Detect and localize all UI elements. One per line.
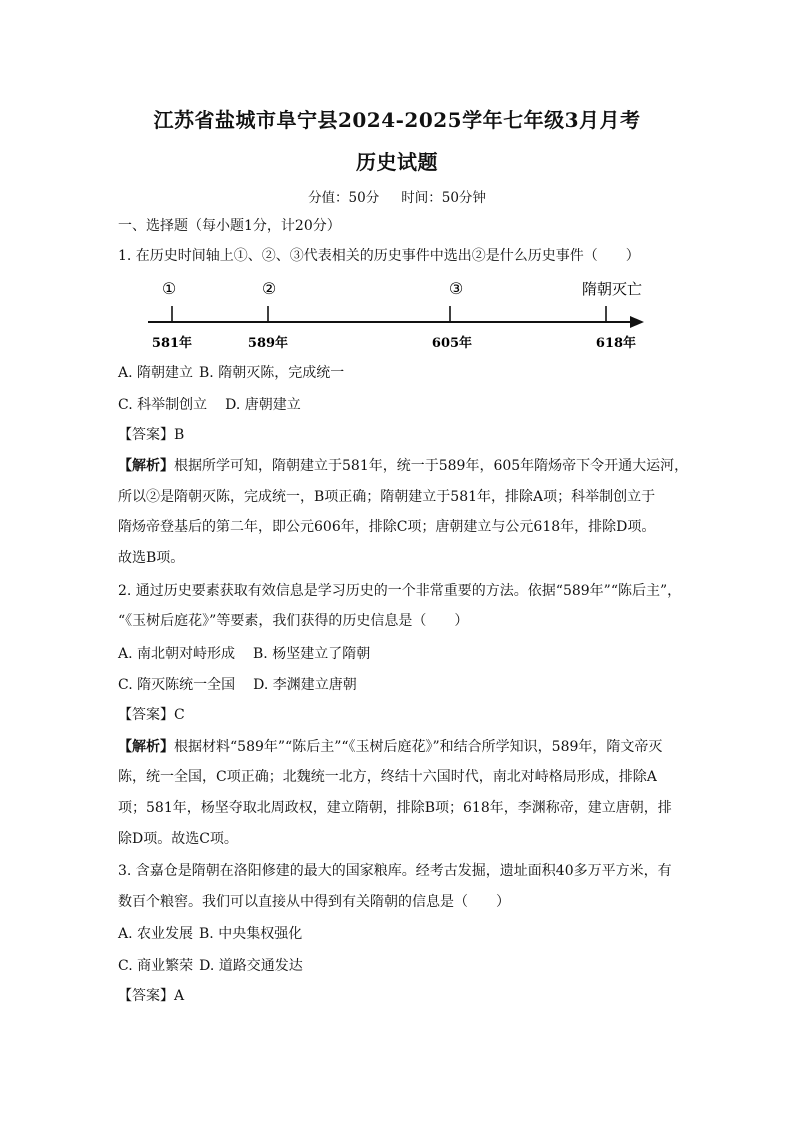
- timeline-year-581: 581年: [151, 336, 193, 351]
- q1-options-row2: [118, 395, 688, 415]
- section-heading: 一、选择题（每小题1分，计20分）: [118, 218, 341, 234]
- timeline-marker-4: 隋朝灭亡: [581, 280, 643, 298]
- q2-answer: 【答案】C: [118, 707, 185, 723]
- q3-options-row2: [118, 956, 688, 976]
- q2-options-row1: [118, 644, 688, 664]
- q1-analysis-line2: 所以②是隋朝灭陈，完成统一，B项正确；隋朝建立于581年，排除A项；科举制创立于: [118, 489, 656, 505]
- q1-option-c: C. 科举制创立: [118, 397, 208, 413]
- q3-option-b: B. 中央集权强化: [199, 926, 303, 942]
- timeline-arrow-icon: [630, 316, 644, 328]
- q2-option-c: C. 隋灭陈统一全国: [118, 677, 236, 693]
- exam-meta: [0, 186, 794, 206]
- timeline-marker-1: ①: [161, 279, 177, 298]
- q2-options-row2: [118, 675, 688, 695]
- q1-analysis-label: 【解析】: [118, 458, 174, 474]
- timeline-year-589: 589年: [247, 336, 289, 351]
- q1-analysis-line3: 隋炀帝登基后的第二年，即公元606年，排除C项；唐朝建立与公元618年，排除D项。: [118, 519, 656, 535]
- q3-option-a: A. 农业发展: [118, 926, 194, 942]
- q1-answer: 【答案】B: [118, 427, 185, 443]
- exam-subject: 历史试题: [356, 150, 438, 174]
- q1-option-a: A. 隋朝建立: [118, 365, 194, 381]
- q3-stem-line1: 3. 含嘉仓是隋朝在洛阳修建的最大的国家粮库。经考古发掘，遗址面积40多万平方米，有: [118, 863, 672, 879]
- q1-option-b: B. 隋朝灭陈，完成统一: [199, 365, 345, 381]
- q2-analysis-label: 【解析】: [118, 739, 174, 755]
- q1-analysis-line1: 【解析】根据所学可知，隋朝建立于581年，统一于589年，605年隋炀帝下令开通大运河，: [118, 458, 689, 474]
- q2-option-a: A. 南北朝对峙形成: [118, 646, 236, 662]
- q3-answer: 【答案】A: [118, 988, 185, 1004]
- q1-stem: 1. 在历史时间轴上①、②、③代表相关的历史事件中选出②是什么历史事件（ ）: [118, 248, 640, 264]
- q1-analysis-line4: 故选B项。: [118, 550, 185, 566]
- q2-stem-line1: 2. 通过历史要素获取有效信息是学习历史的一个非常重要的方法。依据“589年”“陈后主”，: [118, 583, 682, 599]
- q3-option-c: C. 商业繁荣: [118, 958, 194, 974]
- q1-option-d: D. 唐朝建立: [225, 397, 301, 413]
- time-info: 时间：50分钟: [401, 190, 486, 206]
- q2-option-d: D. 李渊建立唐朝: [253, 677, 357, 693]
- q2-stem-line2: “《玉树后庭花》”等要素，我们获得的历史信息是（ ）: [118, 613, 469, 629]
- timeline-year-618: 618年: [595, 336, 637, 351]
- score-info: 分值：50分: [308, 190, 380, 206]
- timeline-marker-3: ③: [448, 279, 464, 298]
- timeline-marker-2: ②: [261, 279, 277, 298]
- q2-analysis-line3: 项；581年，杨坚夺取北周政权，建立隋朝，排除B项；618年，李渊称帝，建立唐朝，排: [118, 800, 672, 816]
- q3-option-d: D. 道路交通发达: [199, 958, 303, 974]
- q1-options-row1: [118, 363, 688, 383]
- q2-analysis-line4: 除D项。故选C项。: [118, 831, 238, 847]
- q1-timeline: [140, 274, 660, 358]
- q2-analysis-line1: 【解析】根据材料“589年”“陈后主”“《玉树后庭花》”和结合所学知识，589年，隋文帝灭: [118, 739, 663, 755]
- q2-option-b: B. 杨坚建立了隋朝: [253, 646, 371, 662]
- timeline-year-605: 605年: [431, 336, 473, 351]
- exam-title: 江苏省盐城市阜宁县2024-2025学年七年级3月月考: [153, 108, 641, 132]
- q3-options-row1: [118, 924, 688, 944]
- q3-stem-line2: 数百个粮窖。我们可以直接从中得到有关隋朝的信息是（ ）: [118, 894, 510, 910]
- q2-analysis-line2: 陈，统一全国，C项正确；北魏统一北方，终结十六国时代，南北对峙格局形成，排除A: [118, 769, 657, 785]
